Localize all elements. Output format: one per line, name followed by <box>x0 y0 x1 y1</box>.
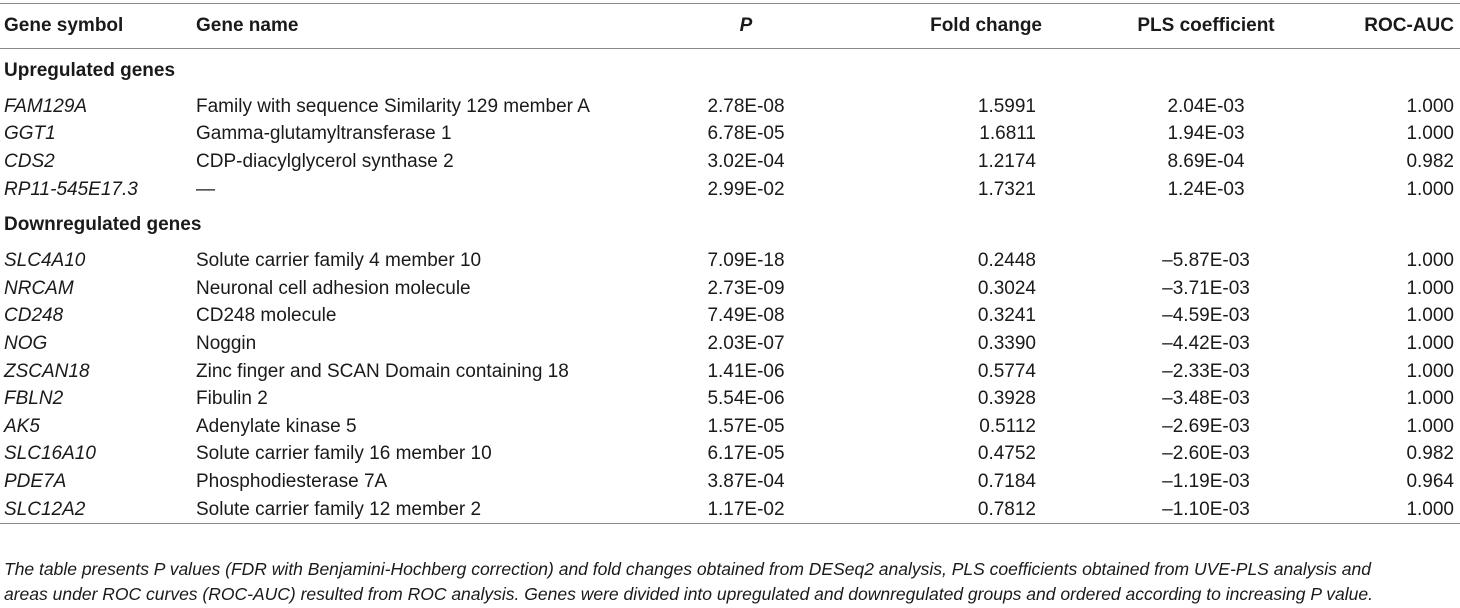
fold-change-cell: 0.3390 <box>977 332 1036 354</box>
pls-coefficient-cell: –2.33E-03 <box>1162 360 1250 382</box>
fold-change-cell: 0.3928 <box>977 388 1036 410</box>
roc-auc-cell: 1.000 <box>1406 332 1454 354</box>
gene-symbol-cell: PDE7A <box>4 470 67 492</box>
roc-auc-cell: 1.000 <box>1406 95 1454 117</box>
p-value-cell: 6.17E-05 <box>707 443 785 465</box>
fold-change-cell: 0.3024 <box>977 277 1036 299</box>
header-fold-change: Fold change <box>930 15 1042 36</box>
table-row <box>0 275 1460 303</box>
gene-symbol-cell: CDS2 <box>4 150 55 172</box>
gene-symbol-cell: NRCAM <box>4 277 74 299</box>
p-value-cell: 1.17E-02 <box>707 498 785 520</box>
group-header-row <box>0 203 1460 247</box>
gene-name-cell: CDP-diacylglycerol synthase 2 <box>196 150 454 172</box>
gene-name-cell: Solute carrier family 12 member 2 <box>196 498 482 520</box>
fold-change-cell: 0.5112 <box>979 415 1036 437</box>
roc-auc-cell: 1.000 <box>1406 178 1454 200</box>
gene-symbol-cell: FAM129A <box>4 95 88 117</box>
roc-auc-cell: 0.982 <box>1406 443 1454 465</box>
gene-symbol-cell: NOG <box>4 332 48 354</box>
gene-symbol-cell: CD248 <box>4 305 64 327</box>
header-roc-auc: ROC-AUC <box>1364 15 1454 36</box>
gene-symbol-cell: SLC4A10 <box>4 250 86 272</box>
pls-coefficient-cell: 1.94E-03 <box>1167 123 1245 145</box>
pls-coefficient-cell: –1.10E-03 <box>1162 498 1250 520</box>
table-row <box>0 176 1460 204</box>
gene-name-cell: — <box>196 178 215 200</box>
header-pls-coefficient: PLS coefficient <box>1137 15 1275 36</box>
roc-auc-cell: 1.000 <box>1406 498 1454 520</box>
roc-auc-cell: 1.000 <box>1406 277 1454 299</box>
fold-change-cell: 1.6811 <box>979 123 1036 145</box>
gene-symbol-cell: RP11-545E17.3 <box>4 178 138 200</box>
table-row <box>0 358 1460 386</box>
gene-symbol-cell: ZSCAN18 <box>4 360 90 382</box>
table-body <box>0 49 1460 523</box>
table-row <box>0 148 1460 176</box>
gene-name-cell: Solute carrier family 16 member 10 <box>196 443 492 465</box>
table-caption <box>4 557 1454 607</box>
roc-auc-cell: 0.982 <box>1406 150 1454 172</box>
table-row <box>0 385 1460 413</box>
fold-change-cell: 0.7184 <box>977 470 1036 492</box>
bottom-rule <box>0 523 1460 524</box>
table-row <box>0 413 1460 441</box>
gene-name-cell: Adenylate kinase 5 <box>196 415 357 437</box>
p-value-cell: 1.57E-05 <box>707 415 785 437</box>
gene-name-cell: Solute carrier family 4 member 10 <box>196 250 482 272</box>
fold-change-cell: 0.2448 <box>977 250 1036 272</box>
pls-coefficient-cell: –4.42E-03 <box>1162 332 1250 354</box>
gene-name-cell: Fibulin 2 <box>196 388 268 410</box>
roc-auc-cell: 0.964 <box>1406 470 1454 492</box>
p-value-cell: 7.09E-18 <box>707 250 785 272</box>
gene-symbol-cell: GGT1 <box>4 123 56 145</box>
table-row <box>0 441 1460 469</box>
group-label: Upregulated genes <box>4 60 176 81</box>
gene-symbol-cell: SLC12A2 <box>4 498 86 520</box>
p-value-cell: 5.54E-06 <box>707 388 785 410</box>
p-value-cell: 3.02E-04 <box>707 150 785 172</box>
pls-coefficient-cell: 2.04E-03 <box>1167 95 1245 117</box>
gene-name-cell: Family with sequence Similarity 129 member A <box>196 95 590 117</box>
pls-coefficient-cell: –3.48E-03 <box>1162 388 1250 410</box>
caption-line: The table presents P values (FDR with Benjamini-Hochberg correction) and fold changes obtained from DESeq2 analysis, PLS coefficients obtained from UVE-PLS analysis and <box>4 559 1371 579</box>
p-value-cell: 3.87E-04 <box>707 470 785 492</box>
p-value-cell: 2.99E-02 <box>707 178 785 200</box>
pls-coefficient-cell: –1.19E-03 <box>1162 470 1250 492</box>
roc-auc-cell: 1.000 <box>1406 250 1454 272</box>
gene-name-cell: Phosphodiesterase 7A <box>196 470 388 492</box>
gene-symbol-cell: SLC16A10 <box>4 443 96 465</box>
fold-change-cell: 0.4752 <box>977 443 1036 465</box>
table-row <box>0 496 1460 524</box>
roc-auc-cell: 1.000 <box>1406 360 1454 382</box>
roc-auc-cell: 1.000 <box>1406 415 1454 437</box>
gene-name-cell: Gamma-glutamyltransferase 1 <box>196 123 452 145</box>
p-value-cell: 2.73E-09 <box>707 277 785 299</box>
group-header-row <box>0 49 1460 93</box>
roc-auc-cell: 1.000 <box>1406 388 1454 410</box>
gene-name-cell: Noggin <box>196 332 257 354</box>
p-value-cell: 7.49E-08 <box>707 305 785 327</box>
table-row <box>0 247 1460 275</box>
gene-name-cell: CD248 molecule <box>196 305 337 327</box>
pls-coefficient-cell: –4.59E-03 <box>1162 305 1250 327</box>
p-value-cell: 2.78E-08 <box>707 95 785 117</box>
pls-coefficient-cell: 8.69E-04 <box>1167 150 1245 172</box>
pls-coefficient-cell: –2.60E-03 <box>1162 443 1250 465</box>
gene-name-cell: Neuronal cell adhesion molecule <box>196 277 471 299</box>
header-row <box>0 4 1460 48</box>
table-row <box>0 330 1460 358</box>
pls-coefficient-cell: –5.87E-03 <box>1162 250 1250 272</box>
caption-line: areas under ROC curves (ROC-AUC) resulted from ROC analysis. Genes were divided into upregulated and downregulated groups and ordered according to increasing P value. <box>4 584 1373 604</box>
fold-change-cell: 0.3241 <box>977 305 1036 327</box>
fold-change-cell: 1.2174 <box>977 150 1036 172</box>
pls-coefficient-cell: –2.69E-03 <box>1162 415 1250 437</box>
header-gene-name: Gene name <box>196 15 299 36</box>
gene-symbol-cell: FBLN2 <box>4 388 64 410</box>
table-row <box>0 468 1460 496</box>
header-gene-symbol: Gene symbol <box>4 15 124 36</box>
fold-change-cell: 0.7812 <box>977 498 1036 520</box>
fold-change-cell: 0.5774 <box>977 360 1036 382</box>
p-value-cell: 6.78E-05 <box>707 123 785 145</box>
p-value-cell: 2.03E-07 <box>707 332 785 354</box>
pls-coefficient-cell: 1.24E-03 <box>1167 178 1245 200</box>
gene-table <box>0 3 1460 524</box>
header-p: P <box>739 15 753 36</box>
roc-auc-cell: 1.000 <box>1406 123 1454 145</box>
roc-auc-cell: 1.000 <box>1406 305 1454 327</box>
fold-change-cell: 1.5991 <box>977 95 1036 117</box>
table-row <box>0 93 1460 121</box>
gene-symbol-cell: AK5 <box>4 415 40 437</box>
group-label: Downregulated genes <box>4 214 202 236</box>
table-row <box>0 121 1460 149</box>
table-row <box>0 303 1460 331</box>
gene-name-cell: Zinc finger and SCAN Domain containing 18 <box>196 360 569 382</box>
p-value-cell: 1.41E-06 <box>707 360 785 382</box>
pls-coefficient-cell: –3.71E-03 <box>1162 277 1250 299</box>
fold-change-cell: 1.7321 <box>977 178 1036 200</box>
